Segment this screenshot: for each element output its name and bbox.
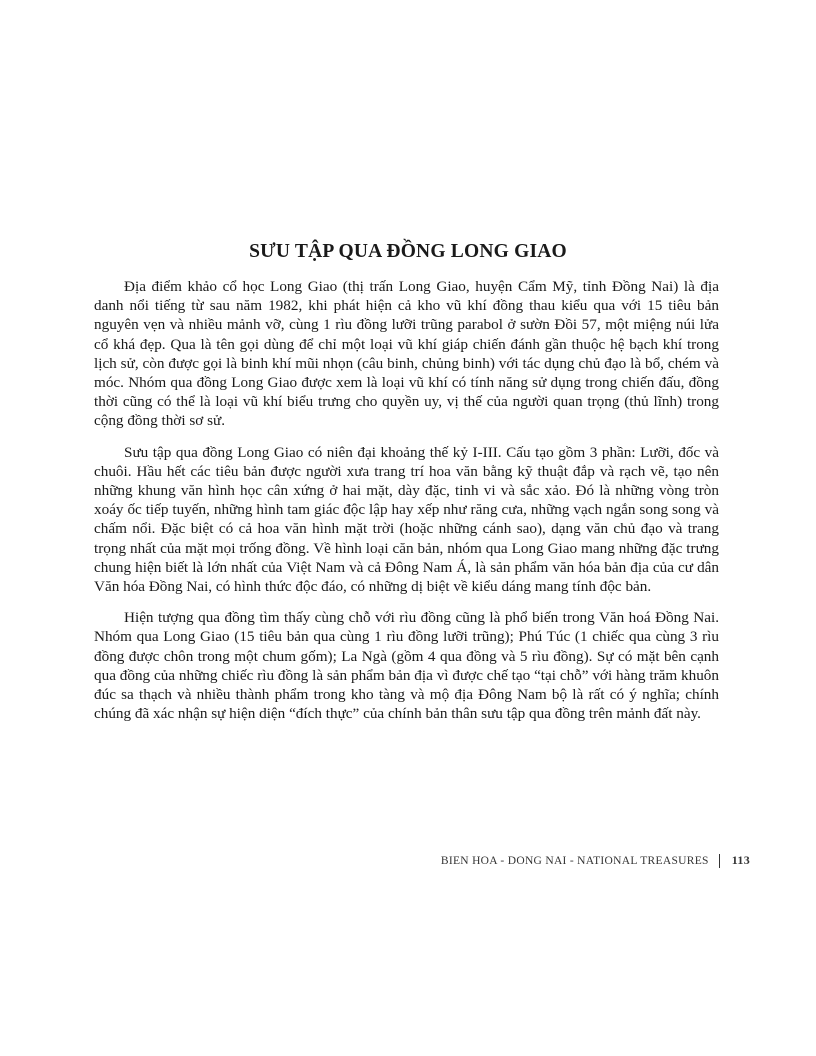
- running-title: BIEN HOA - DONG NAI - NATIONAL TREASURES: [440, 854, 709, 867]
- article-body: [94, 277, 719, 735]
- paragraph-2: Sưu tập qua đồng Long Giao có niên đại khoảng thế kỷ I-III. Cấu tạo gồm 3 phần: Lưỡi, đốc và chuôi. Hầu hết các tiêu bản được người xưa trang trí hoa văn bằng kỹ thuật đắp và rạch vẽ, tạo nên những khung văn hình học cân xứng ở hai mặt, dày đặc, tinh vi và sắc xảo. Đó là những vòng tròn xoáy ốc tiếp tuyến, những hình tam giác độc lập hay xếp như răng cưa, những vạch ngắn song song và chấm nổi. Đặc biệt có cả hoa văn hình mặt trời (hoặc những cánh sao), dạng văn chủ đạo và trang trọng nhất của mặt mọi trống đồng. Về hình loại căn bản, nhóm qua Long Giao mang những đặc trưng chung hiện biết là lớn nhất của Việt Nam và cả Đông Nam Á, là sản phẩm văn hóa bản địa của cư dân Văn hóa Đồng Nai, có hình thức độc đáo, có những dị biệt về kiểu dáng mang tính độc bản.: [94, 443, 719, 596]
- page-footer: [441, 853, 750, 868]
- page-title: SƯU TẬP QUA ĐỒNG LONG GIAO: [249, 241, 567, 262]
- footer-divider: [719, 854, 720, 868]
- paragraph-3: Hiện tượng qua đồng tìm thấy cùng chỗ với rìu đồng cũng là phổ biến trong Văn hoá Đồng Nai. Nhóm qua Long Giao (15 tiêu bản qua cùng 1 rìu đồng lưỡi trũng); Phú Túc (1 chiếc qua cùng 3 rìu đồng được chôn trong một chum gốm); La Ngà (gồm 4 qua đồng và 5 rìu đồng). Sự có mặt bên cạnh qua đồng của những chiếc rìu đồng là sản phẩm bản địa vì được chế tạo “tại chỗ” với hàng trăm khuôn đúc sa thạch và nhiều thành phẩm trong kho tàng và mộ địa Đông Nam bộ là rất có ý nghĩa; chính chúng đã xác nhận sự hiện diện “đích thực” của chính bản thân sưu tập qua đồng trên mảnh đất này.: [94, 609, 719, 723]
- paragraph-1: Địa điểm khảo cổ học Long Giao (thị trấn Long Giao, huyện Cẩm Mỹ, tỉnh Đồng Nai) là địa danh nổi tiếng từ sau năm 1982, khi phát hiện cả kho vũ khí đồng thau kiểu qua với 15 tiêu bản nguyên vẹn và nhiều mảnh vỡ, cùng 1 rìu đồng lưỡi trũng parabol ở sườn Đồi 57, một miệng núi lửa cổ khá đẹp. Qua là tên gọi dùng để chỉ một loại vũ khí giáp chiến đánh gần thuộc hệ bạch khí trong lịch sử, còn được gọi là binh khí mũi nhọn (câu binh, chủng binh) với tác dụng chủ đạo là bổ, chém và móc. Nhóm qua đồng Long Giao được xem là loại vũ khí có tính năng sử dụng trong chiến đấu, đồng thời cũng có thể là loại vũ khí biểu trưng cho quyền uy, vị thế của người quan trọng (thủ lĩnh) trong cộng đồng thời sơ sử.: [94, 278, 719, 430]
- page-number: 113: [731, 853, 750, 867]
